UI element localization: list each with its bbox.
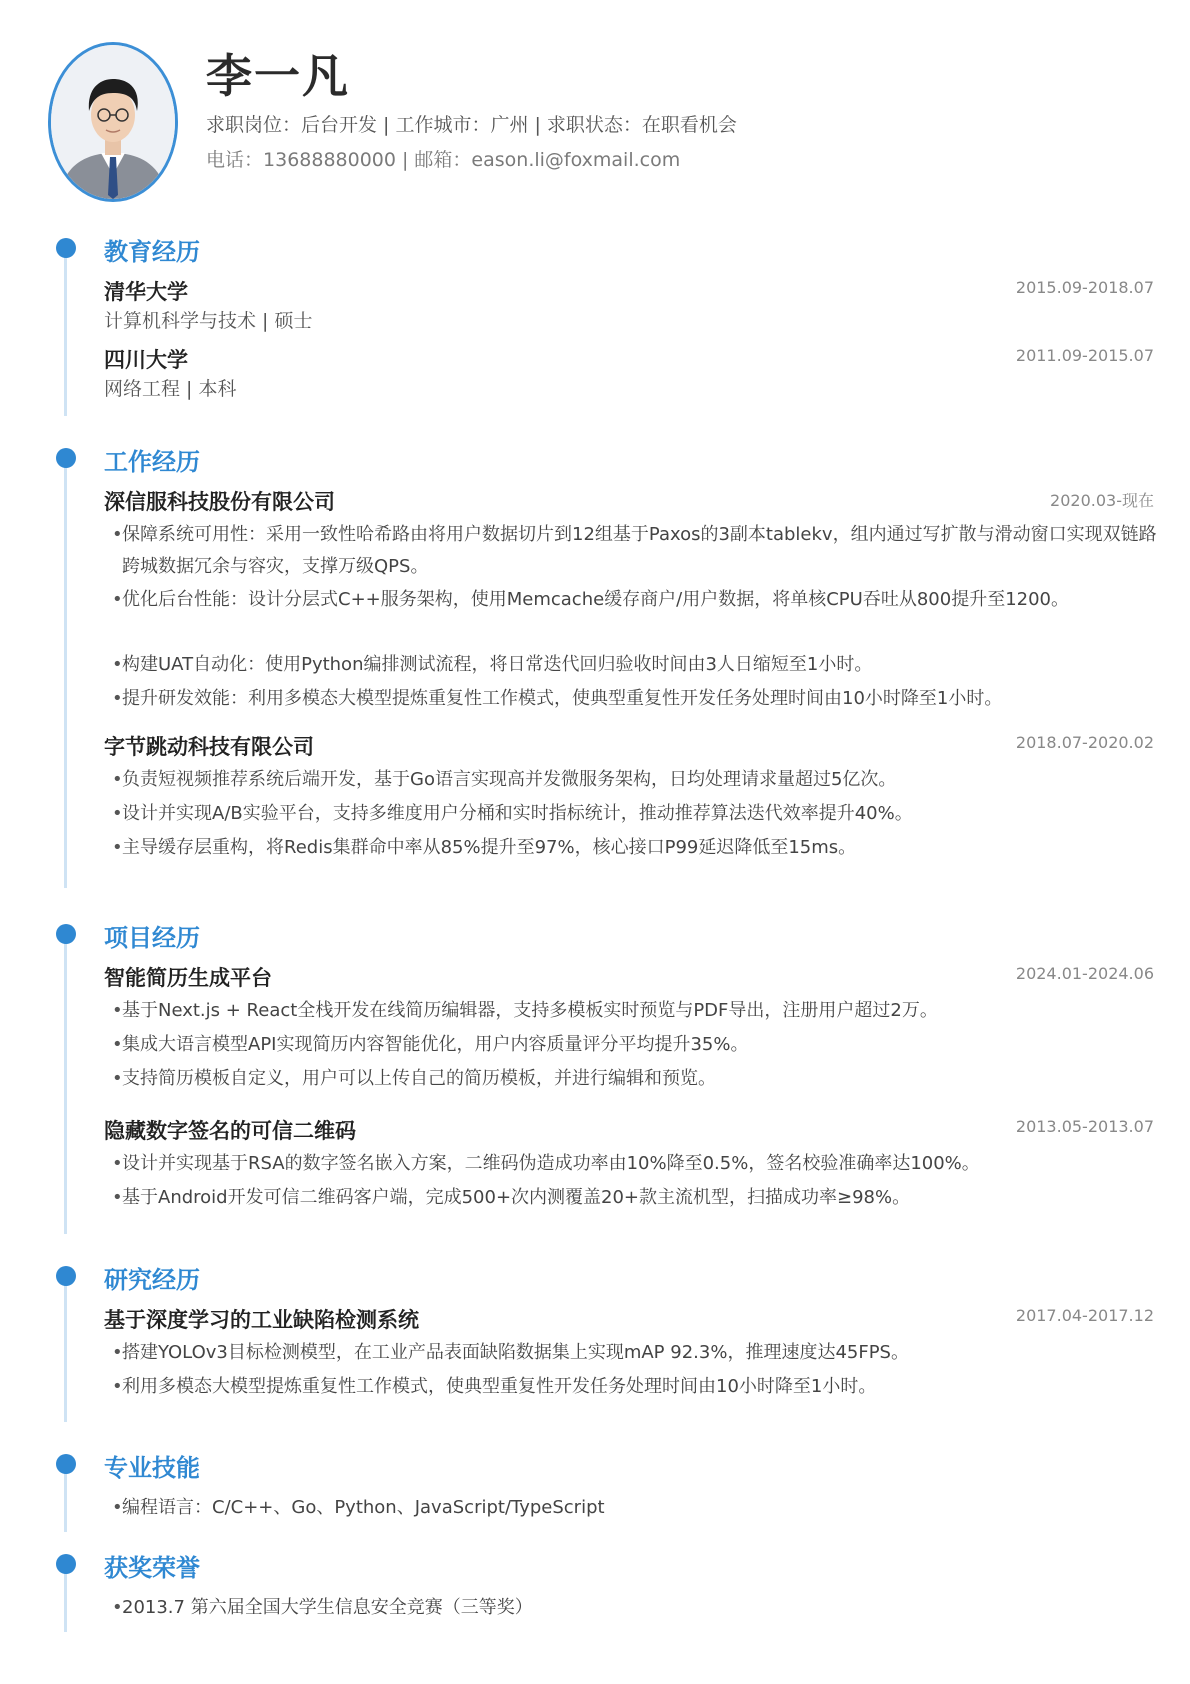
company-name: 字节跳动科技有限公司 <box>104 735 314 759</box>
company-name: 深信服科技股份有限公司 <box>104 490 335 514</box>
project-date: 2024.01-2024.06 <box>1015 964 1154 983</box>
work-date: 2018.07-2020.02 <box>1015 733 1154 752</box>
project-bullet: • 集成大语言模型API实现简历内容智能优化，用户内容质量评分平均提升35%。 <box>122 1029 1162 1061</box>
work-bullet: • 提升研发效能：利用多模态大模型提炼重复性工作模式，使典型重复性开发任务处理时间由10小时降至1小时。 <box>122 683 1162 715</box>
section-title-awards: 获奖荣誉 <box>104 1554 200 1582</box>
project-bullet: • 支持简历模板自定义，用户可以上传自己的简历模板，并进行编辑和预览。 <box>122 1063 1162 1095</box>
email-value[interactable]: eason.li@foxmail.com <box>471 149 681 171</box>
city-label: 工作城市： <box>395 114 491 136</box>
project-name: 智能简历生成平台 <box>104 966 272 990</box>
skill-bullet: • 编程语言：C/C++、Go、Python、JavaScript/TypeScript <box>122 1492 1162 1524</box>
timeline-line <box>64 1276 67 1422</box>
work-bullet: • 优化后台性能：设计分层式C++服务架构，使用Memcache缓存商户/用户数据，将单核CPU吞吐从800提升至1200。 <box>122 584 1162 616</box>
email-label: 邮箱： <box>414 149 472 171</box>
project-bullet: • 设计并实现基于RSA的数字签名嵌入方案，二维码伪造成功率由10%降至0.5%，签名校验准确率达100%。 <box>122 1148 1162 1180</box>
job-value: 后台开发 <box>301 114 378 136</box>
contact-info <box>206 145 680 172</box>
job-info <box>206 110 737 137</box>
work-bullet: • 保障系统可用性：采用一致性哈希路由将用户数据切片到12组基于Paxos的3副本tablekv，组内通过写扩散与滑动窗口实现双链路跨城数据冗余与容灾，支撑万级QPS。 <box>122 519 1162 583</box>
section-title-education: 教育经历 <box>104 238 200 266</box>
work-bullet: • 主导缓存层重构，将Redis集群命中率从85%提升至97%，核心接口P99延迟降低至15ms。 <box>122 832 1162 864</box>
section-title-work: 工作经历 <box>104 448 200 476</box>
section-title-research: 研究经历 <box>104 1266 200 1294</box>
school-name: 清华大学 <box>104 280 188 304</box>
education-date: 2011.09-2015.07 <box>1015 346 1154 365</box>
status-label: 求职状态： <box>546 114 642 136</box>
project-bullet: • 基于Next.js + React全栈开发在线简历编辑器，支持多模板实时预览与PDF导出，注册用户超过2万。 <box>122 995 1162 1027</box>
status-value: 在职看机会 <box>641 114 737 136</box>
school-detail: 网络工程 | 本科 <box>104 378 237 400</box>
work-date: 2020.03-现在 <box>1050 491 1154 510</box>
work-bullet: • 构建UAT自动化：使用Python编排测试流程，将日常迭代回归验收时间由3人日缩短至1小时。 <box>122 649 1162 681</box>
separator: | <box>534 114 541 136</box>
research-bullet: • 利用多模态大模型提炼重复性工作模式，使典型重复性开发任务处理时间由10小时降至1小时。 <box>122 1371 1162 1403</box>
city-value: 广州 <box>490 114 529 136</box>
project-date: 2013.05-2013.07 <box>1015 1117 1154 1136</box>
avatar-photo <box>51 45 175 199</box>
separator: | <box>383 114 390 136</box>
award-bullet: • 2013.7 第六届全国大学生信息安全竞赛（三等奖） <box>122 1592 1162 1624</box>
section-title-skills: 专业技能 <box>104 1454 200 1482</box>
timeline-line <box>64 248 67 416</box>
phone-value: 13688880000 <box>263 149 396 171</box>
school-name: 四川大学 <box>104 348 188 372</box>
project-name: 隐藏数字签名的可信二维码 <box>104 1119 356 1143</box>
timeline-line <box>64 1564 67 1632</box>
section-dot <box>56 1454 76 1474</box>
research-name: 基于深度学习的工业缺陷检测系统 <box>104 1308 419 1332</box>
project-bullet: • 基于Android开发可信二维码客户端，完成500+次内测覆盖20+款主流机型，扫描成功率≥98%。 <box>122 1182 1162 1214</box>
candidate-name: 李一凡 <box>206 49 350 103</box>
research-bullet: • 搭建YOLOv3目标检测模型，在工业产品表面缺陷数据集上实现mAP 92.3%，推理速度达45FPS。 <box>122 1337 1162 1369</box>
job-label: 求职岗位： <box>206 114 302 136</box>
timeline-line <box>64 1464 67 1532</box>
section-dot <box>56 1554 76 1574</box>
school-detail: 计算机科学与技术 | 硕士 <box>104 310 313 332</box>
research-date: 2017.04-2017.12 <box>1015 1306 1154 1325</box>
avatar <box>48 42 178 202</box>
separator: | <box>402 149 409 171</box>
timeline-line <box>64 934 67 1234</box>
work-bullet: • 负责短视频推荐系统后端开发，基于Go语言实现高并发微服务架构，日均处理请求量超过5亿次。 <box>122 764 1162 796</box>
section-dot <box>56 238 76 258</box>
education-date: 2015.09-2018.07 <box>1015 278 1154 297</box>
phone-label: 电话： <box>206 149 264 171</box>
section-title-projects: 项目经历 <box>104 924 200 952</box>
section-dot <box>56 1266 76 1286</box>
section-dot <box>56 448 76 468</box>
timeline-line <box>64 458 67 888</box>
work-bullet: • 设计并实现A/B实验平台，支持多维度用户分桶和实时指标统计，推动推荐算法迭代效率提升40%。 <box>122 798 1162 830</box>
section-dot <box>56 924 76 944</box>
